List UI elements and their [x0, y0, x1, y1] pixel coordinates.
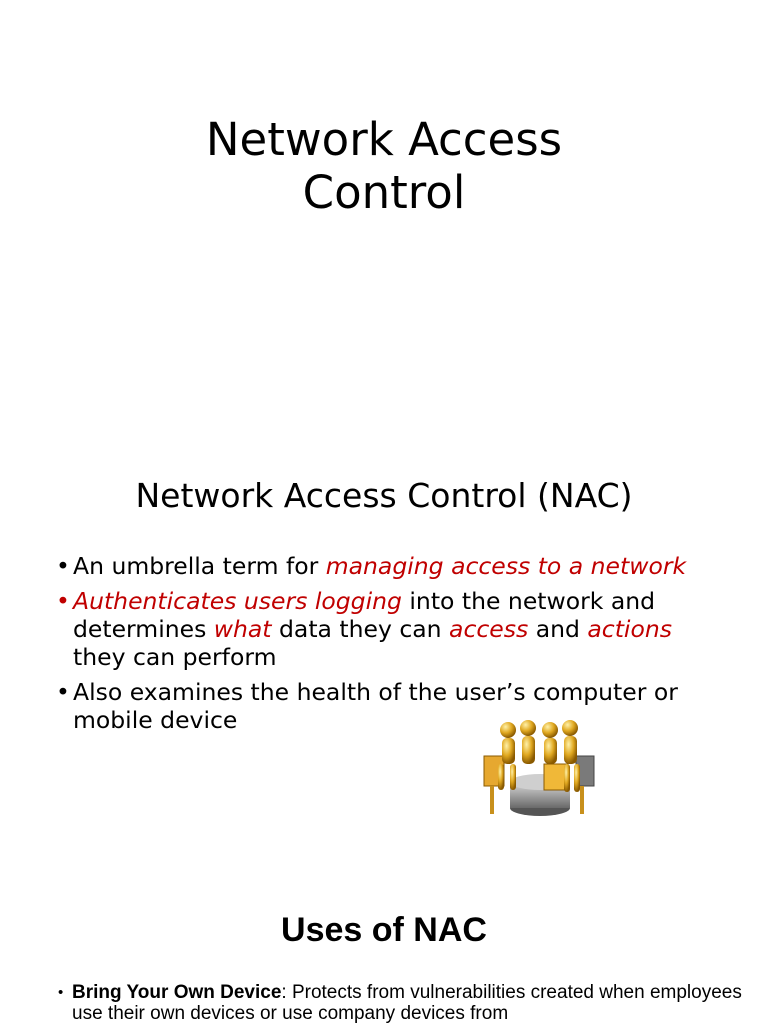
gold-figures-at-computers-clipart [480, 720, 600, 820]
title-slide [0, 0, 768, 432]
emphasis-text: Authenticates users logging [73, 587, 402, 615]
bullet-dot: • [56, 587, 70, 615]
bullet-text: An umbrella term for [73, 552, 326, 580]
bullet-dot: • [56, 678, 70, 706]
emphasis-text: access [449, 615, 529, 643]
slide-title-line1: Network Access [205, 113, 563, 166]
emphasis-text: managing access to a network [325, 552, 687, 580]
slide-title-line2: Control [302, 166, 466, 219]
emphasis-text: what [213, 615, 272, 643]
slide-title [0, 113, 768, 219]
bullet-text: they can perform [73, 643, 277, 671]
slide-heading: Network Access Control (NAC) [135, 476, 633, 515]
bullet-text: Also examines the health of the user’s computer or mobile device [73, 678, 678, 734]
byod-text: : Protects from vulnerabilities created when employees use their own devices or use company devices from [72, 982, 742, 1024]
nac-overview-slide [0, 432, 768, 872]
byod-bullet [58, 982, 752, 1024]
bullet-text: into the network and determines [73, 587, 656, 643]
bullet-text: data they can [271, 615, 450, 643]
nac-uses-slide [0, 872, 768, 1024]
bullet-list [56, 552, 726, 741]
bullet-dot: • [56, 552, 70, 580]
slide-heading: Uses of NAC [281, 911, 487, 949]
byod-label: Bring Your Own Device [72, 982, 282, 1003]
bullet-item [56, 678, 726, 734]
bullet-dot: • [58, 984, 64, 1001]
bullet-item [56, 552, 726, 580]
bullet-item [56, 587, 726, 671]
emphasis-text: actions [587, 615, 672, 643]
bullet-text: and [528, 615, 588, 643]
